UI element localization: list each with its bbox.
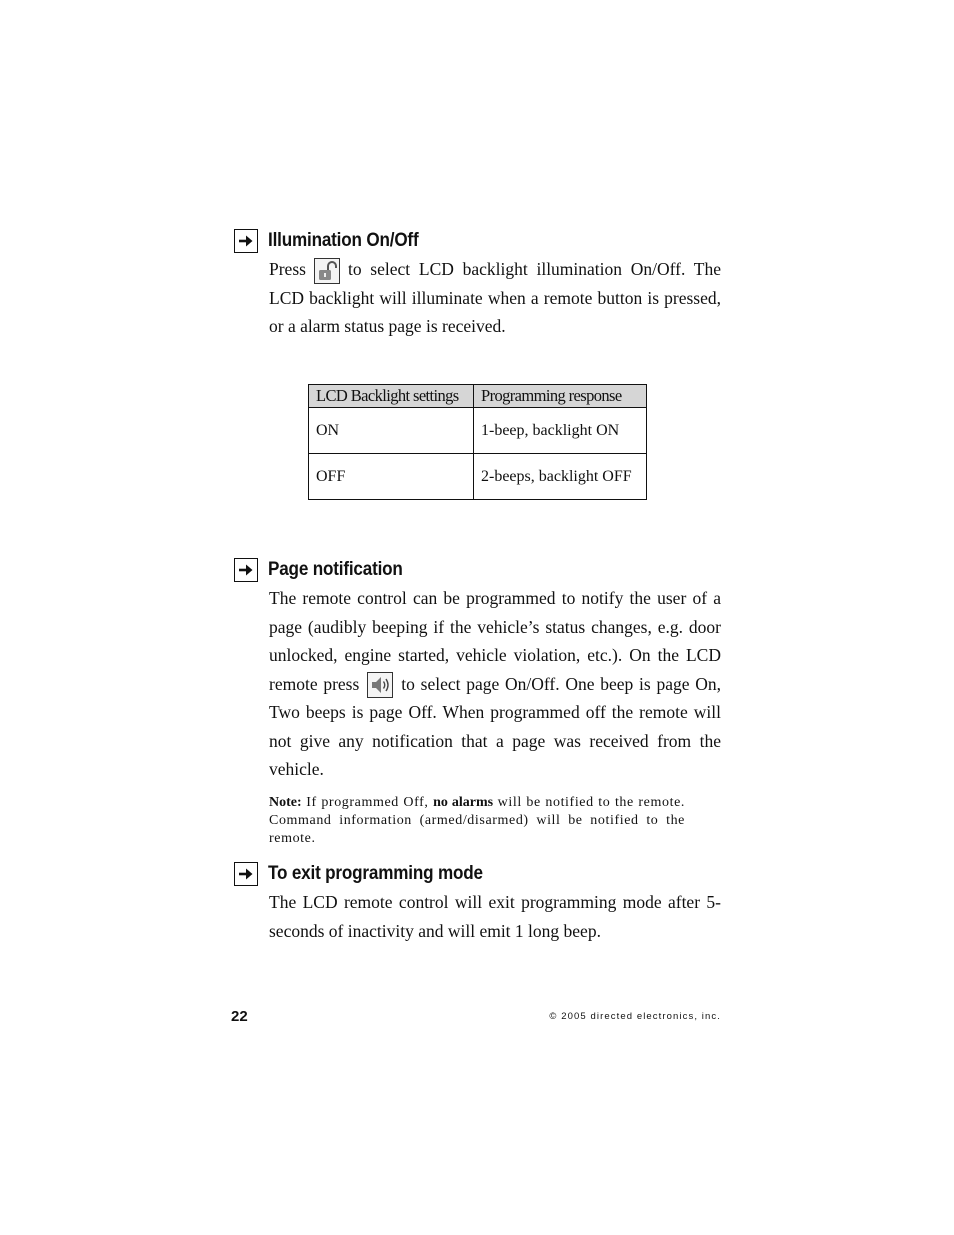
table-row — [309, 408, 647, 454]
arrow-right-icon — [234, 558, 258, 582]
page-notification-heading — [234, 556, 724, 584]
illumination-heading — [234, 227, 724, 255]
exit-heading — [234, 860, 724, 888]
speaker-icon — [367, 672, 393, 698]
illumination-title: Illumination On/Off — [268, 230, 419, 251]
page-notification-paragraph: The remote control can be programmed to notify the user of a page (audibly beeping if the vehicle’s status changes, e.g. door unlocked, engine started, vehicle violation, etc.). On the LCD remote press to select page On/Off. One beep is page On, Two beeps is page Off. When programmed off the remote will not give any notification that a page was received from the vehicle. — [269, 588, 721, 780]
exit-paragraph: The LCD remote control will exit programming mode after 5-seconds of inactivity and will emit 1 long beep. — [269, 892, 721, 941]
page-number: 22 — [231, 1008, 248, 1025]
note-label: Note: — [269, 794, 302, 810]
copyright-text: © 2005 directed electronics, inc. — [549, 1011, 721, 1022]
table-header-cell: LCD Backlight settings — [309, 385, 474, 408]
note-emphasis: no alarms — [433, 794, 494, 810]
illumination-paragraph: Press to select LCD backlight illumination On/Off. The LCD backlight will illuminate when a remote button is pressed, or a alarm status page is received. — [269, 259, 721, 337]
note-paragraph: Note: If programmed Off, no alarms will be notified to the remote. Command information (armed/disarmed) will be notified to the remote. — [269, 794, 685, 846]
table-header-cell: Programming response — [474, 385, 647, 408]
section-illumination — [234, 227, 724, 341]
arrow-right-icon — [234, 862, 258, 886]
table-cell: ON — [309, 408, 474, 454]
section-page-notification — [234, 556, 724, 848]
table-row — [309, 454, 647, 500]
table-cell: 1-beep, backlight ON — [474, 408, 647, 454]
section-exit — [234, 860, 724, 945]
page-notification-title: Page notification — [268, 559, 403, 580]
backlight-settings-table — [308, 384, 647, 500]
table-cell: OFF — [309, 454, 474, 500]
arrow-right-icon — [234, 229, 258, 253]
table-header-row — [309, 385, 647, 408]
exit-title: To exit programming mode — [268, 863, 483, 884]
unlock-icon — [314, 258, 340, 284]
table-cell: 2-beeps, backlight OFF — [474, 454, 647, 500]
